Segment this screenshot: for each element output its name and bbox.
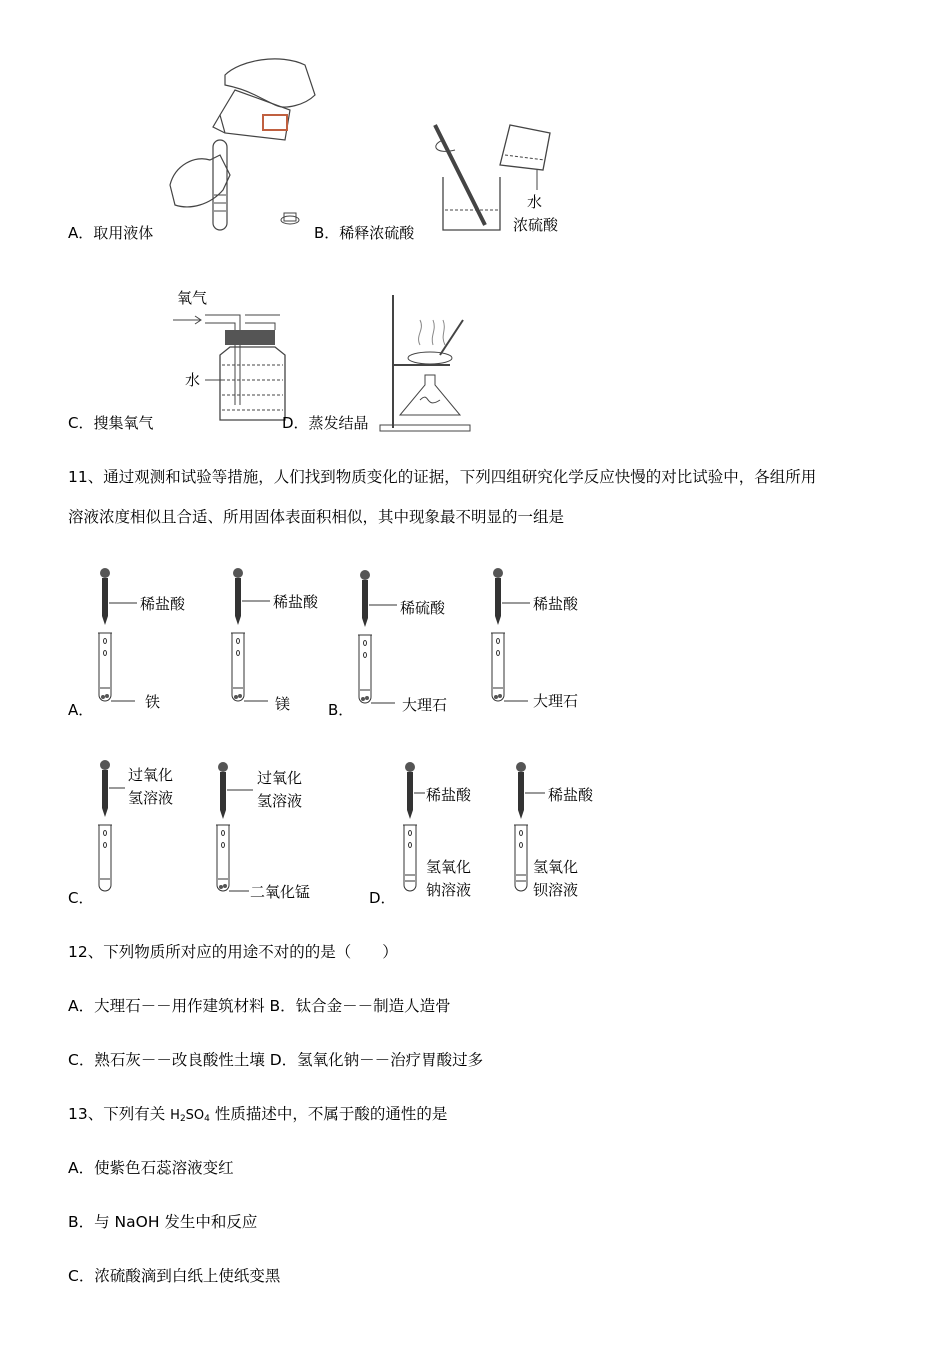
label-oxygen: 氧气 xyxy=(177,289,208,307)
q13-option-b: B．与 NaOH 发生中和反应 xyxy=(68,1213,258,1231)
q10-option-b: B．稀释浓硫酸 xyxy=(314,224,415,242)
figure-dilute-acid xyxy=(425,115,575,240)
solid-b2: 大理石 xyxy=(533,692,579,710)
reagent-c2-line1: 过氧化 xyxy=(257,769,303,787)
solid-b1: 大理石 xyxy=(402,696,448,714)
label-water-c: 水 xyxy=(185,371,201,389)
solid-c2: 二氧化锰 xyxy=(250,883,311,901)
reagent-c2-line2: 氢溶液 xyxy=(257,792,303,810)
solid-d2-line1: 氢氧化 xyxy=(533,858,579,876)
q12-stem: 12、下列物质所对应的用途不对的的是（ ） xyxy=(68,943,398,961)
reagent-a1: 稀盐酸 xyxy=(140,595,186,613)
solid-d1-line1: 氢氧化 xyxy=(426,858,472,876)
figure-pour-liquid xyxy=(165,55,325,240)
figure-group-c xyxy=(95,755,355,905)
formula-sub-2: 2 xyxy=(179,1114,186,1124)
q13-stem-prefix: 13、下列有关 xyxy=(68,1105,171,1123)
reagent-b1: 稀硫酸 xyxy=(400,599,446,617)
formula-h: H xyxy=(170,1108,180,1123)
q11-group-b-label: B． xyxy=(328,701,354,719)
figure-group-d xyxy=(400,757,620,907)
reagent-b2: 稀盐酸 xyxy=(533,595,579,613)
label-water-b: 水 xyxy=(527,193,543,211)
q13-stem-suffix: 性质描述中，不属于酸的通性的是 xyxy=(209,1105,448,1123)
solid-d1-line2: 钠溶液 xyxy=(426,881,472,899)
q13-option-c: C．浓硫酸滴到白纸上使纸变黑 xyxy=(68,1267,281,1285)
q13-stem xyxy=(68,1104,447,1129)
formula-sub-4: 4 xyxy=(204,1114,210,1124)
q10-option-d: D．蒸发结晶 xyxy=(282,414,369,432)
solid-a1: 铁 xyxy=(145,693,161,711)
reagent-d1: 稀盐酸 xyxy=(426,786,472,804)
figure-evaporation xyxy=(375,290,475,435)
q11-group-d-label: D． xyxy=(369,889,396,907)
reagent-c1-line1: 过氧化 xyxy=(128,766,174,784)
q12-options-line1: A．大理石－－用作建筑材料 B．钛合金－－制造人造骨 xyxy=(68,997,451,1015)
q11-stem-line1: 11、通过观测和试验等措施，人们找到物质变化的证据，下列四组研究化学反应快慢的对比试验中，各组所用 xyxy=(68,468,817,486)
q10-option-a: A．取用液体 xyxy=(68,224,154,242)
q11-group-a-label: A． xyxy=(68,701,94,719)
figure-group-a xyxy=(95,563,335,723)
solid-d2-line2: 钡溶液 xyxy=(533,881,579,899)
tube-a1 xyxy=(98,633,112,701)
q12-options-line2: C．熟石灰－－改良酸性土壤 D．氢氧化钠－－治疗胃酸过多 xyxy=(68,1051,484,1069)
figure-group-b xyxy=(355,565,615,725)
dropper-a1 xyxy=(100,568,110,625)
label-conc-acid: 浓硫酸 xyxy=(513,216,559,234)
q10-option-c: C．搜集氧气 xyxy=(68,414,154,432)
q11-group-c-label: C． xyxy=(68,889,94,907)
reagent-c1-line2: 氢溶液 xyxy=(128,789,174,807)
formula-so: SO xyxy=(185,1108,205,1123)
figure-collect-oxygen xyxy=(165,285,285,425)
reagent-d2: 稀盐酸 xyxy=(548,786,594,804)
q11-stem-line2: 溶液浓度相似且合适、所用固体表面积相似，其中现象最不明显的一组是 xyxy=(68,508,565,526)
q13-option-a: A．使紫色石蕊溶液变红 xyxy=(68,1159,234,1177)
solid-a2: 镁 xyxy=(275,695,291,713)
reagent-a2: 稀盐酸 xyxy=(273,593,319,611)
